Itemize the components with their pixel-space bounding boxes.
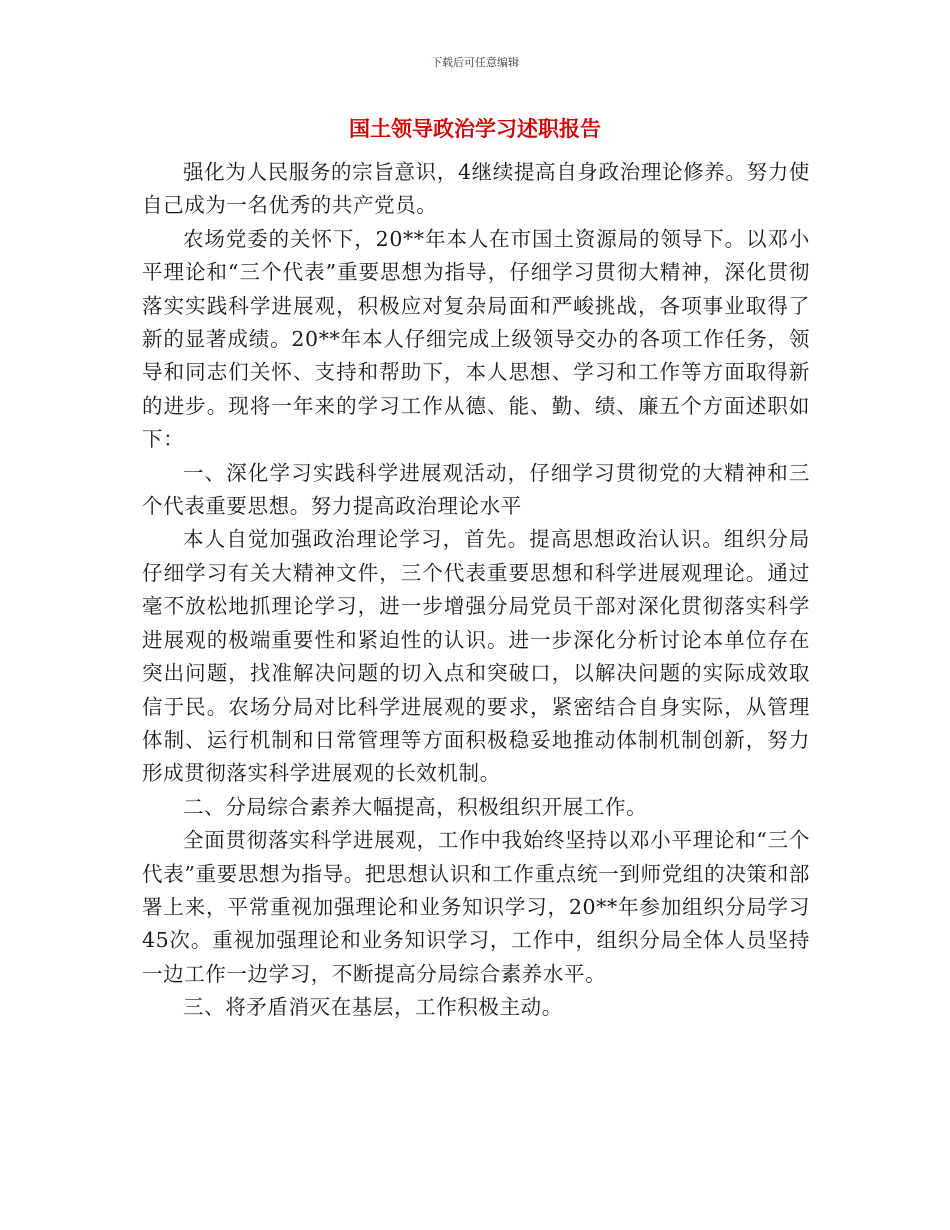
paragraph: 强化为人民服务的宗旨意识，4继续提高自身政治理论修养。努力使自己成为一名优秀的共产党员。 [142,160,810,218]
document-title: 国土领导政治学习述职报告 [349,117,601,141]
section-heading: 一、深化学习实践科学进展观活动，仔细学习贯彻党的大精神和三个代表重要思想。努力提高政治理论水平 [142,460,810,519]
header-note: 下载后可任意编辑 [431,56,519,69]
document-body [142,156,810,1025]
section-heading: 二、分局综合素养大幅提高，积极组织开展工作。 [183,794,648,819]
paragraph: 本人自觉加强政治理论学习，首先。提高思想政治认识。组织分局仔细学习有关大精神文件，三个代表重要思想和科学进展观理论。通过毫不放松地抓理论学习，进一步增强分局党员干部对深化贯彻落实科学进展观的极端重要性和紧迫性的认识。进一步深化分析讨论本单位存在突出问题，找准解决问题的切入点和突破口，以解决问题的实际成效取信于民。农场分局对比科学进展观的要求，紧密结合自身实际，从管理体制、运行机制和日常管理等方面积极稳妥地推动体制机制创新，努力形成贯彻落实科学进展观的长效机制。 [142,527,810,786]
paragraph: 全面贯彻落实科学进展观，工作中我始终坚持以邓小平理论和“三个代表”重要思想为指导。把思想认识和工作重点统一到师党组的决策和部署上来，平常重视加强理论和业务知识学习，20**年参加组织分局学习45次。重视加强理论和业务知识学习，工作中，组织分局全体人员坚持一边工作一边学习，不断提高分局综合素养水平。 [142,828,810,986]
paragraph: 农场党委的关怀下，20**年本人在市国土资源局的领导下。以邓小平理论和“三个代表”重要思想为指导，仔细学习贯彻大精神，深化贯彻落实实践科学进展观，积极应对复杂局面和严峻挑战，各项事业取得了新的显著成绩。20**年本人仔细完成上级领导交办的各项工作任务，领导和同志们关怀、支持和帮助下，本人思想、学习和工作等方面取得新的进步。现将一年来的学习工作从德、能、勤、绩、廉五个方面述职如下： [142,226,810,452]
section-heading: 三、将矛盾消灭在基层，工作积极主动。 [183,995,563,1020]
